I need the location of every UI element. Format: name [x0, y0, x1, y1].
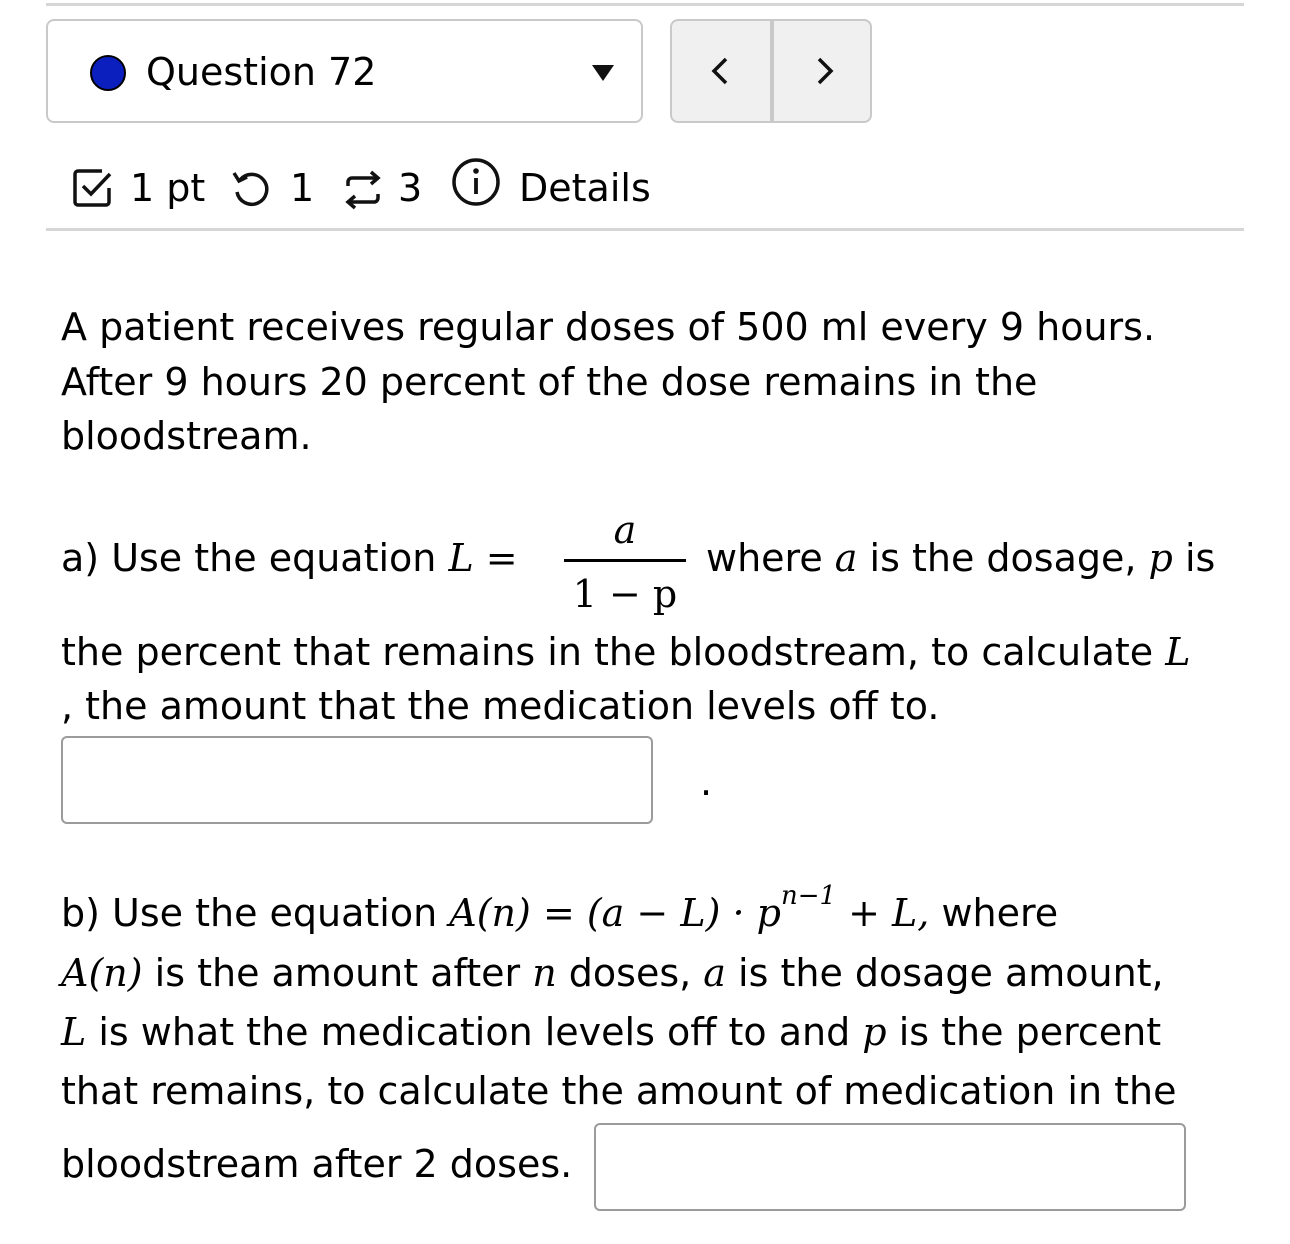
fraction-bar — [564, 559, 686, 562]
part-a-period: . — [700, 760, 713, 804]
math-p: p — [1148, 536, 1173, 580]
fraction-denominator: 1 − p — [572, 572, 678, 616]
next-question-button[interactable] — [774, 21, 872, 121]
answer-input-part-a[interactable] — [61, 736, 653, 824]
problem-intro-line-2: After 9 hours 20 percent of the dose remains in the — [61, 360, 1038, 404]
math-p: p — [862, 1010, 887, 1054]
math-L: L — [61, 1010, 87, 1054]
part-a-line-1a: a) Use the equation L = — [61, 536, 518, 580]
attempts-icon — [340, 170, 386, 210]
math-exponent: n−1 — [780, 881, 837, 911]
part-b-line-3: L is what the medication levels off to and p is the percent — [61, 1010, 1162, 1054]
math-formula-tail: + L, — [836, 891, 930, 935]
math-equals: = — [473, 536, 518, 580]
fraction-a-over-1-minus-p — [562, 505, 688, 615]
part-b-line-2: A(n) is the amount after n doses, a is the dosage amount, — [61, 951, 1164, 995]
retry-icon — [230, 170, 272, 208]
math-L: L — [1165, 630, 1191, 674]
previous-question-button[interactable] — [672, 21, 774, 121]
question-selector[interactable] — [46, 19, 643, 123]
problem-intro-line-3: bloodstream. — [61, 414, 312, 458]
answer-input-part-b[interactable] — [594, 1123, 1186, 1211]
meta-divider — [46, 228, 1244, 231]
part-b-line-5: bloodstream after 2 doses. — [61, 1142, 573, 1186]
chevron-left-icon — [708, 56, 734, 86]
part-a-line-1b: where a is the dosage, p is — [706, 536, 1216, 580]
math-n: n — [532, 951, 557, 995]
top-divider — [46, 3, 1244, 6]
points-value: 1 pt — [130, 166, 206, 210]
problem-intro-line-1: A patient receives regular doses of 500 ml every 9 hours. — [61, 305, 1156, 349]
caret-down-icon — [592, 65, 614, 81]
math-L: L — [448, 536, 474, 580]
question-status-dot — [90, 55, 126, 91]
math-a: a — [703, 951, 726, 995]
part-b-line-4: that remains, to calculate the amount of medication in the — [61, 1069, 1177, 1113]
chevron-right-icon — [811, 56, 837, 86]
fraction-numerator: a — [613, 508, 637, 552]
info-icon[interactable] — [450, 156, 502, 208]
math-a: a — [834, 536, 858, 580]
attempts-value: 3 — [398, 166, 423, 210]
details-link[interactable]: Details — [519, 166, 651, 210]
part-a-line-3: , the amount that the medication levels off to. — [61, 684, 940, 728]
part-b-line-1: b) Use the equation $A(n) = (a - L) \cdot p^{n-1} + L$, where — [61, 881, 1059, 935]
checkbox-icon — [72, 168, 114, 208]
math-A-of-n: A(n) — [61, 951, 143, 995]
math-formula-rhs: = (a − L) · p — [530, 891, 781, 935]
math-formula-lhs: A(n) — [449, 891, 531, 935]
question-nav — [670, 19, 872, 123]
part-a-line-2: the percent that remains in the bloodstream, to calculate L — [61, 630, 1191, 674]
retries-value: 1 — [290, 166, 315, 210]
question-selector-label: Question 72 — [146, 50, 377, 94]
